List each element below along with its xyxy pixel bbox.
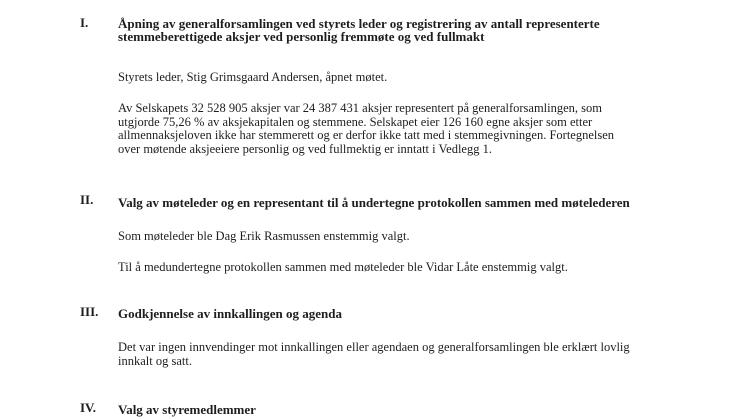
heading-line: Åpning av generalforsamlingen ved styrets leder og registrering av antall representerte: [118, 16, 600, 31]
paragraph-line: Som møteleder ble Dag Erik Rasmussen enstemmig valgt.: [118, 229, 410, 243]
section-number: III.: [80, 304, 99, 319]
heading-line: Valg av styremedlemmer: [118, 402, 256, 417]
paragraph: [118, 230, 678, 244]
paragraph-line: Av Selskapets 32 528 905 aksjer var 24 387 431 aksjer representert på generalforsamlingen, som: [118, 101, 603, 115]
section-heading: [118, 196, 718, 209]
section-number: IV.: [80, 400, 97, 415]
section-heading: [118, 17, 718, 43]
section-heading: [118, 307, 718, 320]
paragraph: [118, 261, 678, 275]
heading-line: stemmeberettigede aksjer ved personlig fremmøte og ved fullmakt: [118, 29, 485, 44]
paragraph-line: Til å medundertegne protokollen sammen med møteleder ble Vidar Låte enstemmig valgt.: [118, 260, 568, 274]
heading-line: Godkjennelse av innkallingen og agenda: [118, 306, 342, 321]
section-number: II.: [80, 192, 94, 207]
section-heading: [118, 403, 718, 416]
paragraph-line: innkalt og satt.: [118, 353, 192, 368]
paragraph-line: Styrets leder, Stig Grimsgaard Andersen, åpnet møtet.: [118, 70, 388, 84]
paragraph: [118, 71, 678, 85]
paragraph: [118, 102, 678, 156]
heading-line: Valg av møteleder og en representant til å undertegne protokollen sammen med møtelederen: [118, 195, 630, 210]
section-number: I.: [80, 15, 89, 30]
paragraph-line: utgjorde 75,26 % av aksjekapitalen og stemmene. Selskapet eier 126 160 egne aksjer som etter: [118, 114, 593, 129]
paragraph: [118, 341, 678, 368]
paragraph-line: over møtende aksjeeiere personlig og ved fullmektig er inntatt i Vedlegg 1.: [118, 141, 492, 156]
paragraph-line: allmennaksjeloven ikke har stemmerett og er derfor ikke tatt med i stemmegivningen. Fortegnelsen: [118, 128, 615, 142]
paragraph-line: Det var ingen innvendinger mot innkallingen eller agendaen og generalforsamlingen ble erklært lovlig: [118, 340, 630, 354]
